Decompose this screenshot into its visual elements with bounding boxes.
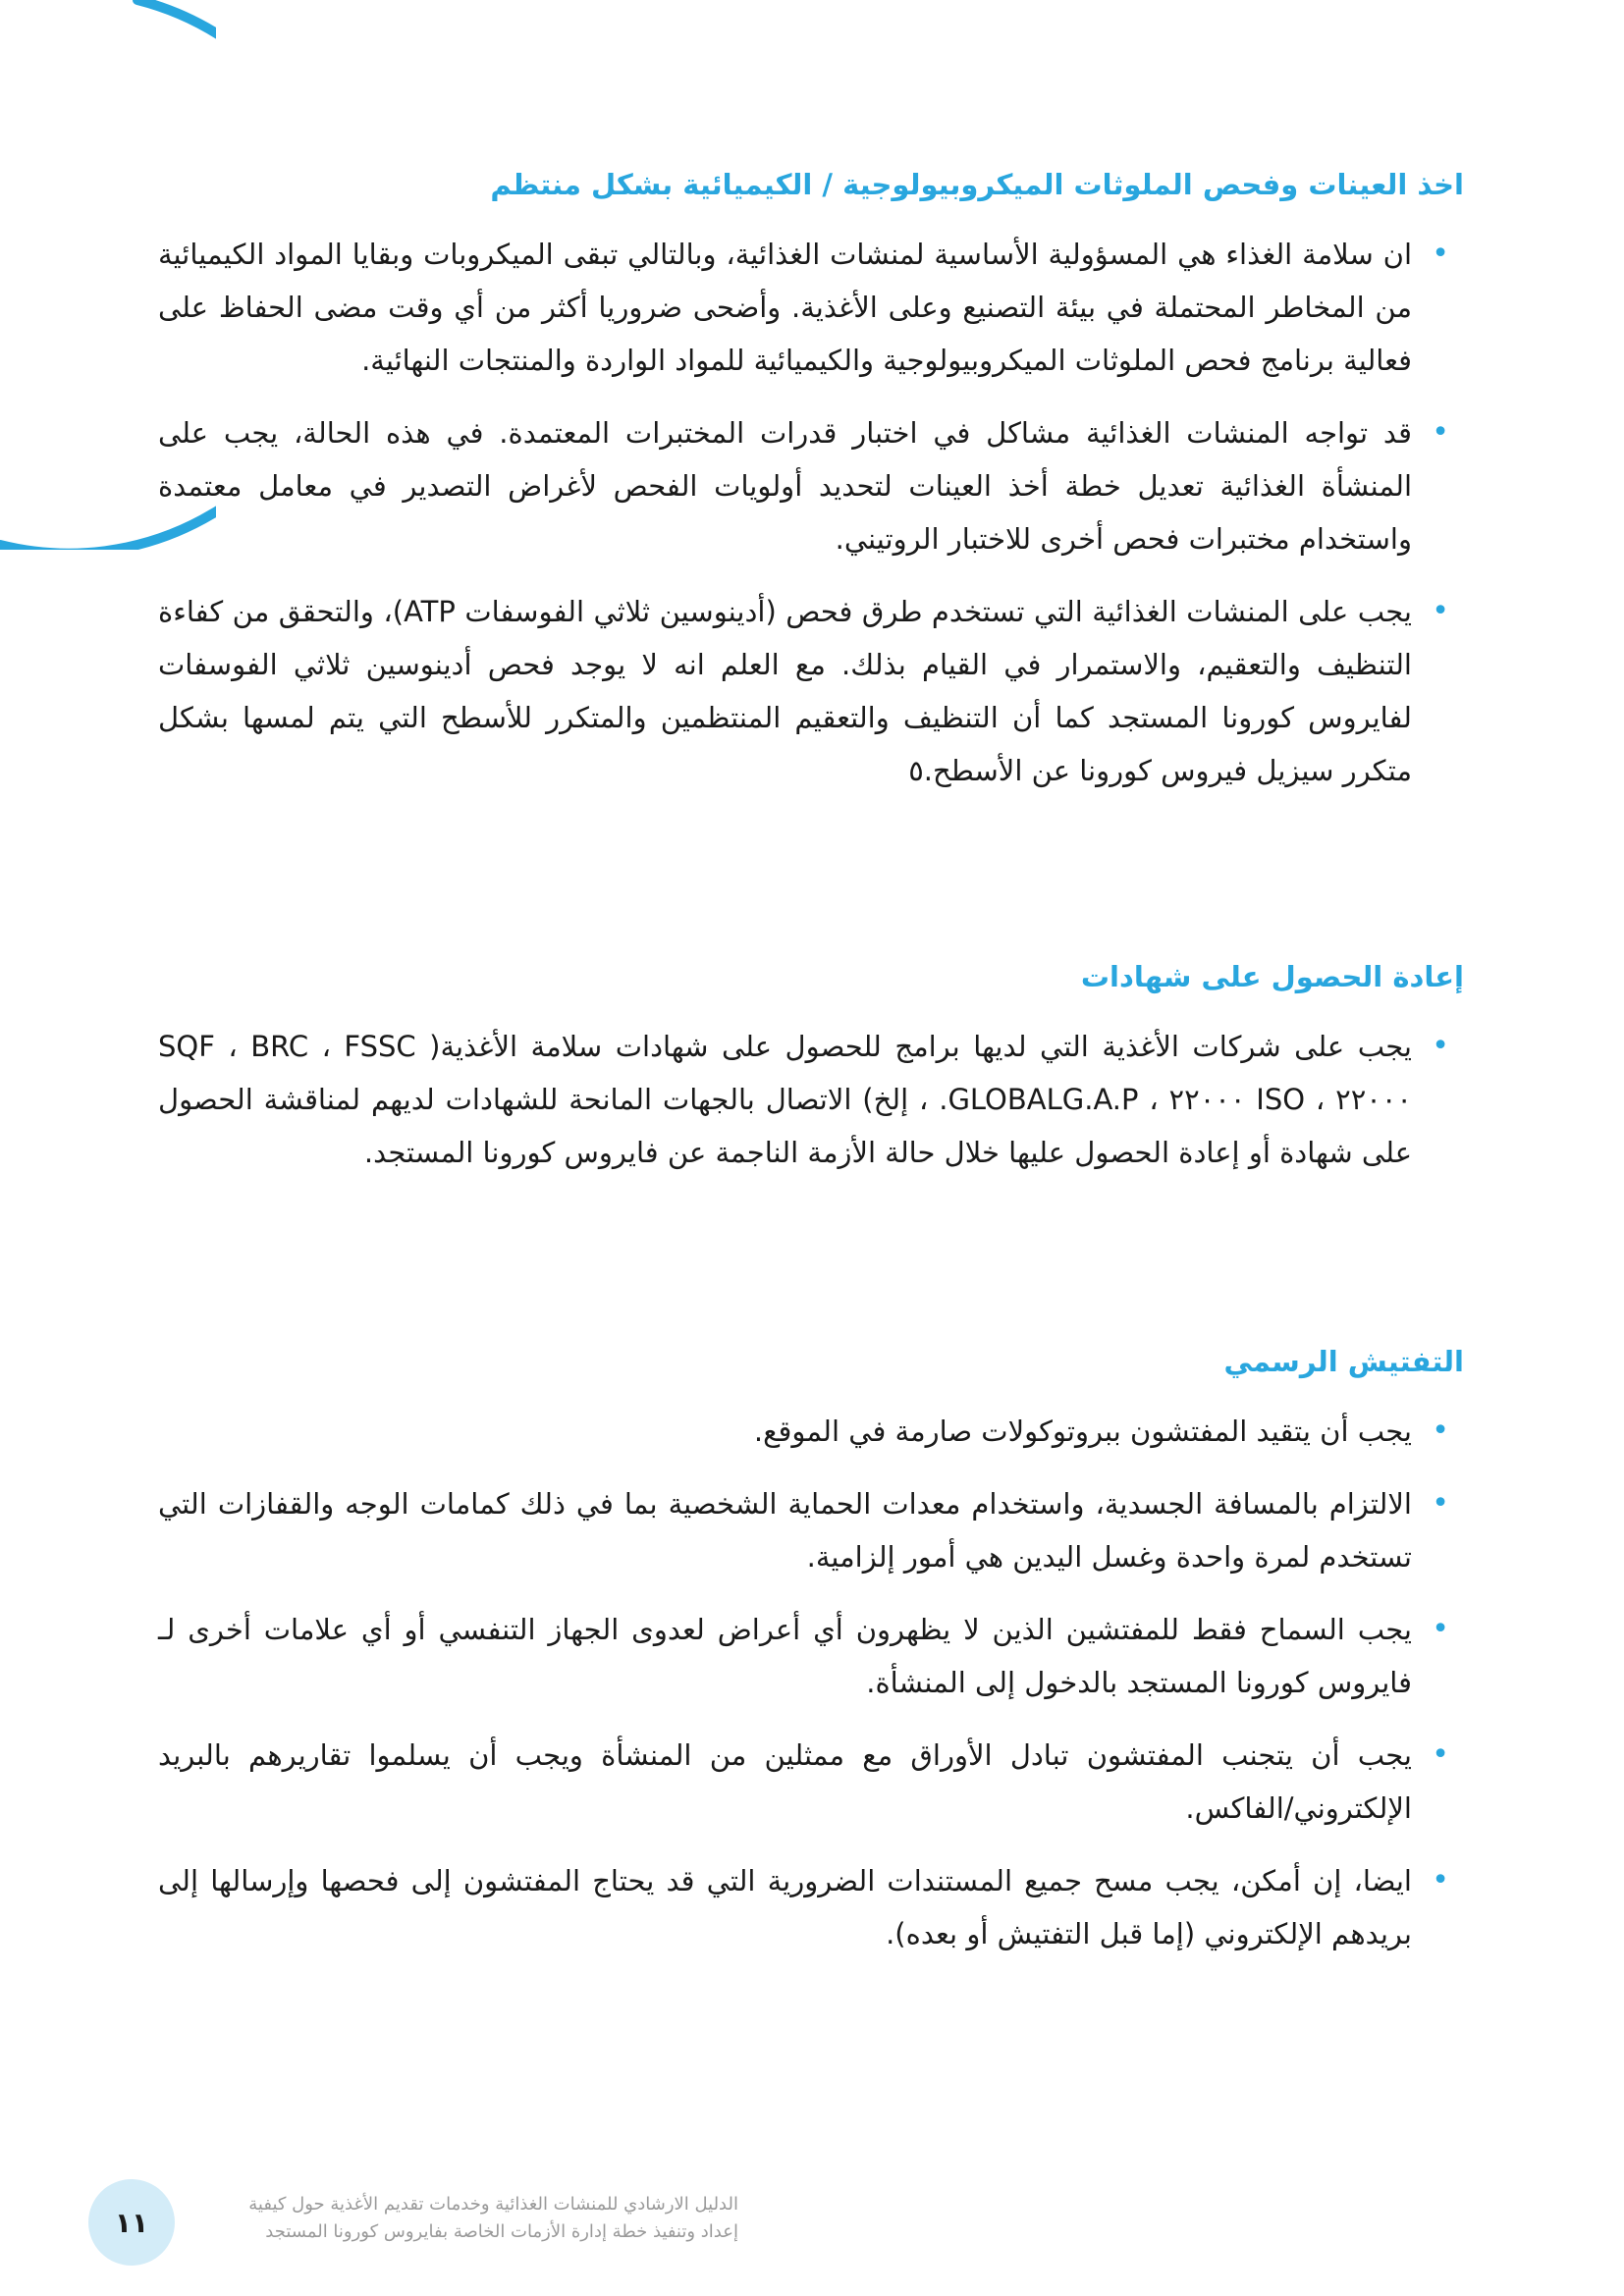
bullet-icon: • bbox=[1432, 1029, 1449, 1063]
list-item bbox=[158, 1477, 1449, 1583]
footer-line-1: الدليل الارشادي للمنشات الغذائية وخدمات تقديم الأغذية حول كيفية bbox=[248, 2194, 738, 2215]
section-heading-certification: إعادة الحصول على شهادات bbox=[1080, 960, 1464, 993]
section-certification bbox=[158, 957, 1464, 1199]
bullet-list-inspection bbox=[158, 1405, 1464, 1960]
footer-caption bbox=[208, 2191, 738, 2246]
list-item bbox=[158, 1405, 1449, 1458]
list-item-text: يجب السماح فقط للمفتشين الذين لا يظهرون أي أعراض لعدوى الجهاز التنفسي أو أي علامات أخرى لـ فايروس كورونا المستجد بالدخول إلى المنشأة. bbox=[158, 1613, 1412, 1699]
list-item-text: يجب على شركات الأغذية التي لديها برامج للحصول على شهادات سلامة الأغذية( SQF ، BRC ، FSSC ٢٢٠٠٠ ، ISO ٢٢٠٠٠ ، GLOBALG.A.P. ، إلخ) الاتصال بالجهات المانحة للشهادات لديهم لمناقشة الحصول على شهادة أو إعادة الحصول عليها خلال حالة الأزمة الناجمة عن فايروس كورونا المستجد. bbox=[158, 1030, 1413, 1169]
bullet-icon: • bbox=[1432, 237, 1449, 271]
page-number: ١١ bbox=[88, 2179, 175, 2266]
bullet-icon: • bbox=[1432, 1486, 1449, 1521]
list-item-text: الالتزام بالمسافة الجسدية، واستخدام معدات الحماية الشخصية بما في ذلك كمامات الوجه والقفازات التي تستخدم لمرة واحدة وغسل اليدين هي أمور إلزامية. bbox=[158, 1487, 1412, 1574]
list-item bbox=[158, 228, 1449, 387]
list-item bbox=[158, 585, 1449, 797]
footer-line-2: إعداد وتنفيذ خطة إدارة الأزمات الخاصة بفايروس كورونا المستجد bbox=[265, 2221, 738, 2242]
bullet-list-certification bbox=[158, 1020, 1464, 1179]
section-heading-sampling: اخذ العينات وفحص الملوثات الميكروبيولوجية / الكيميائية بشكل منتظم bbox=[490, 168, 1464, 201]
list-item bbox=[158, 1603, 1449, 1709]
list-item-text: ان سلامة الغذاء هي المسؤولية الأساسية لمنشات الغذائية، وبالتالي تبقى الميكروبات وبقايا المواد الكيميائية من المخاطر المحتملة في بيئة التصنيع وعلى الأغذية. وأضحى ضروريا أكثر من أي وقت مضى الحفاظ على فعالية برنامج فحص الملوثات الميكروبيولوجية والكيميائية للمواد الواردة والمنتجات النهائية. bbox=[158, 238, 1412, 377]
list-item bbox=[158, 1020, 1449, 1179]
list-item bbox=[158, 406, 1449, 565]
list-item-text: يجب أن يتجنب المفتشون تبادل الأوراق مع ممثلين من المنشأة ويجب أن يسلموا تقاريرهم بالبريد الإلكتروني/الفاكس. bbox=[158, 1738, 1412, 1825]
bullet-icon: • bbox=[1432, 594, 1449, 628]
section-official-inspection bbox=[158, 1342, 1464, 1980]
bullet-icon: • bbox=[1432, 1414, 1449, 1448]
bullet-icon: • bbox=[1432, 1612, 1449, 1646]
list-item-text: يجب أن يتقيد المفتشون ببروتوكولات صارمة في الموقع. bbox=[753, 1415, 1412, 1448]
section-heading-inspection: التفتيش الرسمي bbox=[1223, 1345, 1464, 1378]
list-item bbox=[158, 1854, 1449, 1960]
bullet-icon: • bbox=[1432, 1737, 1449, 1772]
section-sampling bbox=[158, 165, 1464, 817]
bullet-icon: • bbox=[1432, 415, 1449, 450]
bullet-icon: • bbox=[1432, 1863, 1449, 1897]
list-item-text: يجب على المنشات الغذائية التي تستخدم طرق فحص (أدينوسين ثلاثي الفوسفات ATP)، والتحقق من كفاءة التنظيف والتعقيم، والاستمرار في القيام بذلك. مع العلم انه لا يوجد فحص أدينوسين ثلاثي الفوسفات لفايروس كورونا المستجد كما أن التنظيف والتعقيم المنتظمين والمتكرر للأسطح التي يتم لمسها بشكل متكرر سيزيل فيروس كورونا عن الأسطح.٥ bbox=[158, 595, 1412, 787]
list-item bbox=[158, 1729, 1449, 1835]
list-item-text: قد تواجه المنشات الغذائية مشاكل في اختبار قدرات المختبرات المعتمدة. في هذه الحالة، يجب على المنشأة الغذائية تعديل خطة أخذ العينات لتحديد أولويات الفحص لأغراض التصدير في معامل معتمدة واستخدام مختبرات فحص أخرى للاختبار الروتيني. bbox=[158, 416, 1412, 556]
list-item-text: ايضا، إن أمكن، يجب مسح جميع المستندات الضرورية التي قد يحتاج المفتشون إلى فحصها وإرسالها إلى بريدهم الإلكتروني (إما قبل التفتيش أو بعده). bbox=[158, 1864, 1412, 1950]
bullet-list-sampling bbox=[158, 228, 1464, 797]
